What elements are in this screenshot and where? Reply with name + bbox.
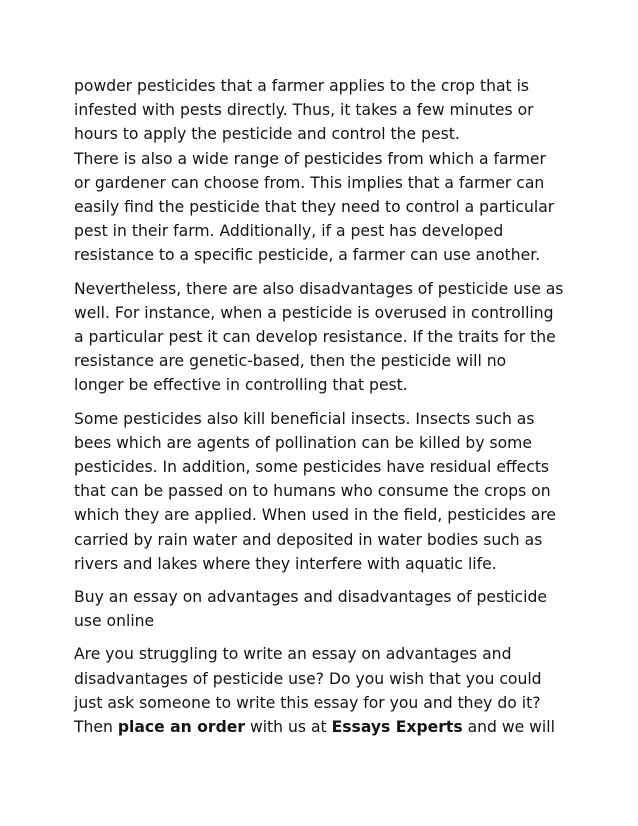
text-line: use online	[74, 612, 155, 631]
text-line: easily find the pesticide that they need to control a particular	[74, 198, 555, 217]
paragraph-buy-essay-heading	[74, 585, 574, 633]
essays-experts-bold-text: Essays Experts	[331, 718, 463, 737]
text-line: resistance to a specific pesticide, a farmer can use another.	[74, 246, 541, 265]
text-line: just ask someone to write this essay for you and they do it?	[74, 693, 541, 712]
text-line: hours to apply the pesticide and control the pest.	[74, 125, 460, 144]
text-line: Some pesticides also kill beneficial insects. Insects such as	[74, 409, 535, 428]
text-line: pesticides. In addition, some pesticides have residual effects	[74, 458, 550, 477]
text-line: bees which are agents of pollination can be killed by some	[74, 433, 532, 452]
paragraph-beneficial-insects	[74, 407, 574, 576]
place-order-bold-text: place an order	[117, 718, 246, 737]
text-line: well. For instance, when a pesticide is overused in controlling	[74, 303, 554, 322]
paragraph-call-to-action	[74, 642, 574, 739]
text-fragment: and we will	[462, 718, 555, 737]
text-line: longer be effective in controlling that pest.	[74, 376, 408, 395]
paragraph-advantages	[74, 74, 574, 268]
text-line: pest in their farm. Additionally, if a pest has developed	[74, 222, 504, 241]
document-page	[74, 74, 574, 748]
text-line: or gardener can choose from. This implies that a farmer can	[74, 173, 545, 192]
text-line-final	[74, 715, 574, 739]
text-line: carried by rain water and deposited in water bodies such as	[74, 530, 543, 549]
text-fragment: with us at	[245, 718, 332, 737]
text-fragment: Then	[74, 718, 118, 737]
text-line: that can be passed on to humans who consume the crops on	[74, 482, 551, 501]
text-line: a particular pest it can develop resistance. If the traits for the	[74, 328, 556, 347]
text-line: Are you struggling to write an essay on advantages and	[74, 645, 512, 664]
text-line: which they are applied. When used in the field, pesticides are	[74, 506, 556, 525]
text-line: There is also a wide range of pesticides from which a farmer	[74, 149, 546, 168]
text-line: Buy an essay on advantages and disadvantages of pesticide	[74, 588, 547, 607]
text-line: disadvantages of pesticide use? Do you wish that you could	[74, 669, 542, 688]
text-line: resistance are genetic-based, then the pesticide will no	[74, 352, 507, 371]
text-line: rivers and lakes where they interfere with aquatic life.	[74, 554, 497, 573]
text-line: Nevertheless, there are also disadvantages of pesticide use as	[74, 279, 564, 298]
paragraph-disadvantages	[74, 277, 574, 398]
text-line: powder pesticides that a farmer applies to the crop that is	[74, 77, 530, 95]
text-line: infested with pests directly. Thus, it takes a few minutes or	[74, 101, 534, 120]
